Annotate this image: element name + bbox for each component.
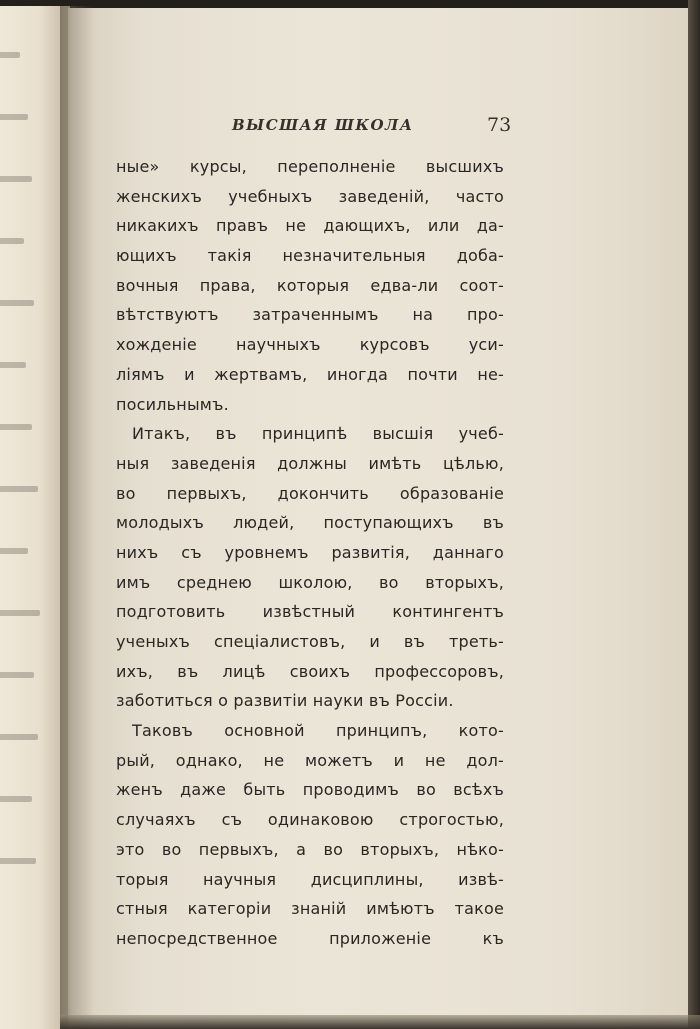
text-line: женскихъ учебныхъ заведеній, часто bbox=[116, 186, 504, 206]
text-line: ліямъ и жертвамъ, иногда почти не- bbox=[116, 364, 504, 384]
text-line: молодыхъ людей, поступающихъ въ bbox=[116, 513, 504, 533]
text-line: ныя заведенія должны имѣть цѣлью, bbox=[116, 453, 504, 473]
top-shadow bbox=[0, 0, 700, 8]
text-line: непосредственное приложеніе къ bbox=[116, 928, 504, 948]
right-edge-shadow bbox=[688, 0, 700, 1029]
text-line: ющихъ такія незначительныя доба- bbox=[116, 246, 504, 266]
text-line: во первыхъ, докончить образованіе bbox=[116, 483, 504, 503]
text-line: ученыхъ спеціалистовъ, и въ треть- bbox=[116, 632, 504, 651]
text-line: заботиться о развитіи науки въ Россіи. bbox=[116, 691, 454, 711]
text-line: ихъ, въ лицѣ своихъ профессоровъ, bbox=[116, 661, 504, 681]
text-line: случаяхъ съ одинаковою строгостью, bbox=[116, 810, 504, 830]
bottom-edge-shadow bbox=[60, 1015, 700, 1029]
text-line: Итакъ, въ принципѣ высшія учеб- bbox=[132, 424, 504, 444]
running-head bbox=[0, 112, 700, 142]
text-line: ные» курсы, переполненіе высшихъ bbox=[116, 157, 504, 176]
body-text bbox=[116, 152, 504, 954]
text-line: никакихъ правъ не дающихъ, или да- bbox=[116, 216, 504, 236]
text-line: хожденіе научныхъ курсовъ уси- bbox=[116, 335, 504, 355]
text-line: стныя категоріи знаній имѣютъ такое bbox=[116, 899, 504, 919]
text-line: вочныя права, которыя едва-ли соот- bbox=[116, 275, 504, 295]
text-line: женъ даже быть проводимъ во всѣхъ bbox=[116, 780, 504, 800]
text-line: Таковъ основной принципъ, кото- bbox=[132, 721, 504, 741]
text-line: это во первыхъ, а во вторыхъ, нѣко- bbox=[116, 839, 504, 859]
text-line: рый, однако, не можетъ и не дол- bbox=[116, 750, 504, 770]
text-line: вѣтствуютъ затраченнымъ на про- bbox=[116, 305, 504, 325]
text-line: нихъ съ уровнемъ развитія, даннаго bbox=[116, 542, 504, 562]
page-number: 73 bbox=[487, 114, 512, 136]
gutter-shadow bbox=[60, 6, 94, 1029]
text-line: имъ среднею школою, во вторыхъ, bbox=[116, 572, 504, 592]
text-line: торыя научныя дисциплины, извѣ- bbox=[116, 869, 504, 889]
text-line: подготовить извѣстный контингентъ bbox=[116, 602, 504, 622]
running-head-title: ВЫСШАЯ ШКОЛА bbox=[232, 116, 414, 134]
text-line: посильнымъ. bbox=[116, 394, 229, 414]
